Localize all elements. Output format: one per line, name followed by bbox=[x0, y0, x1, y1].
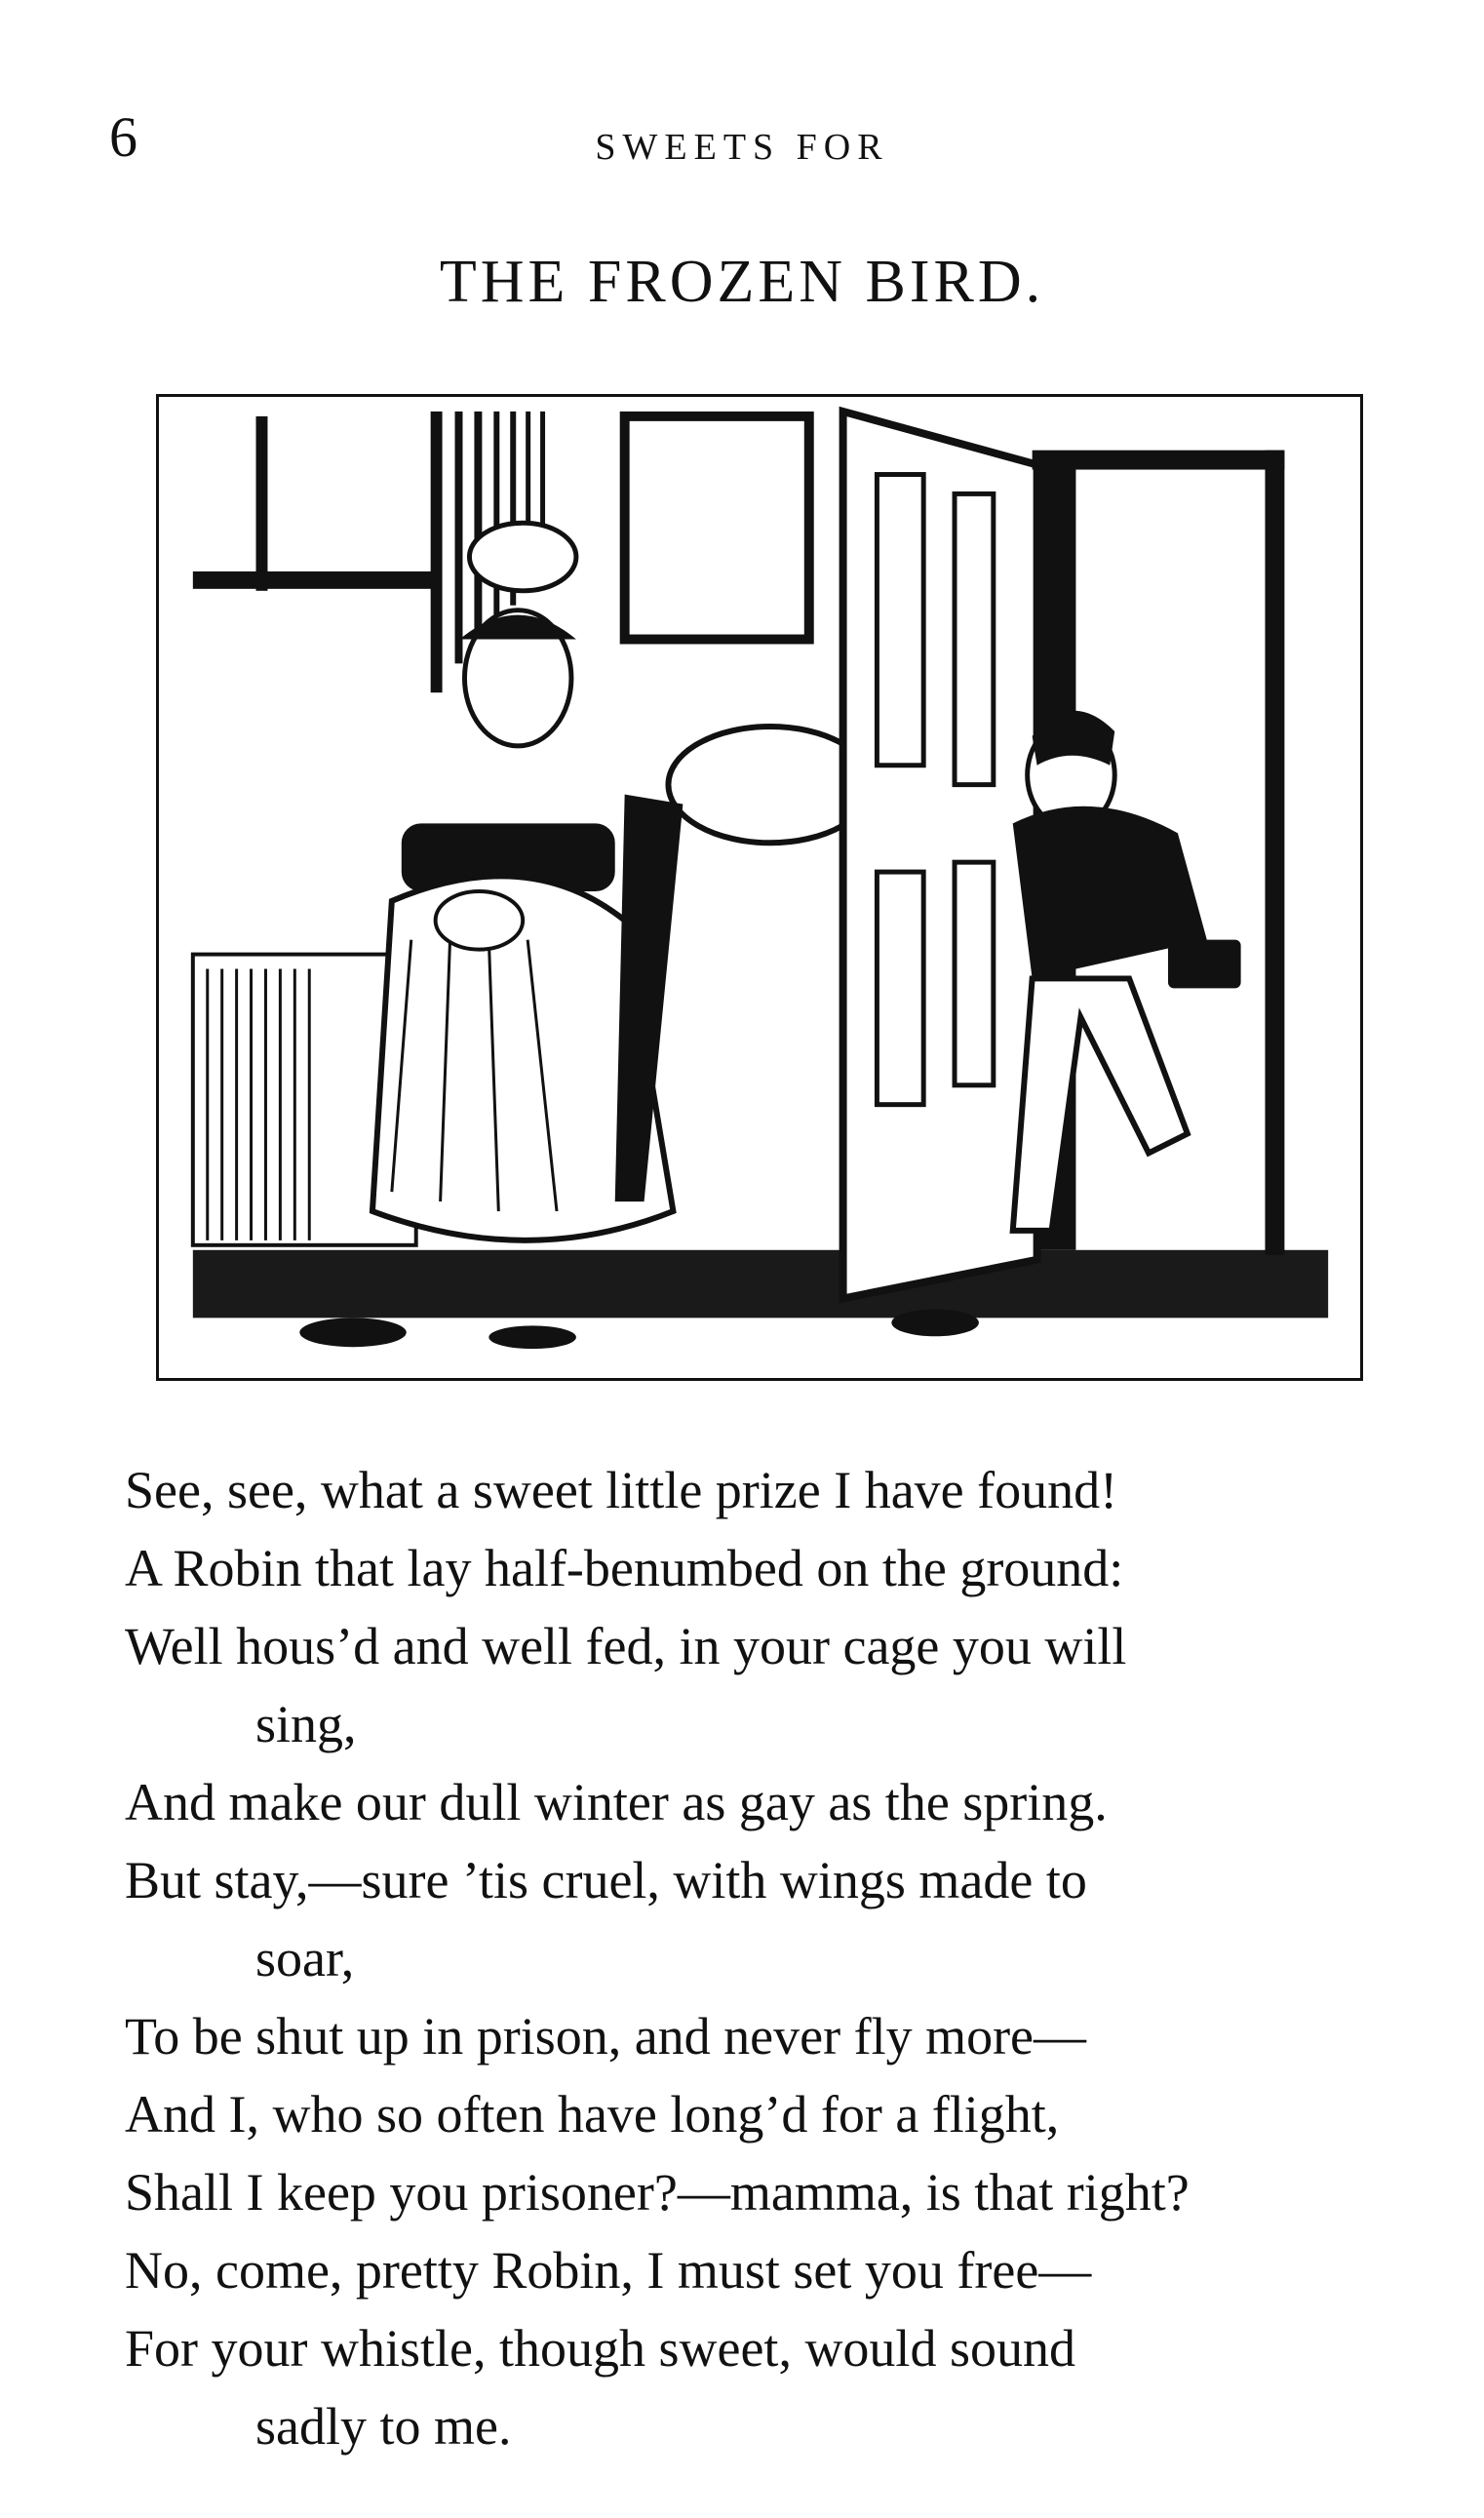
poem-line: No, come, pretty Robin, I must set you free— bbox=[125, 2241, 1092, 2300]
poem-line-continuation: soar, bbox=[255, 1929, 355, 1987]
illustration bbox=[156, 394, 1363, 1381]
wainscot-lines bbox=[208, 969, 309, 1240]
poem-line: A Robin that lay half-benumbed on the ground: bbox=[125, 1539, 1124, 1597]
woodcut-illustration bbox=[159, 397, 1360, 1378]
poem-line-continuation: sing, bbox=[255, 1695, 357, 1753]
poem-line: But stay,—sure ’tis cruel, with wings made to bbox=[125, 1851, 1087, 1909]
poem-line: Well hous’d and well fed, in your cage you will bbox=[125, 1617, 1127, 1675]
running-head: SWEETS FOR bbox=[595, 127, 889, 168]
page-number: 6 bbox=[109, 105, 137, 169]
poem-line: Shall I keep you prisoner?—mamma, is that right? bbox=[125, 2163, 1190, 2222]
running-boy bbox=[1013, 711, 1241, 1231]
poem-line: For your whistle, though sweet, would sound bbox=[125, 2319, 1075, 2378]
floor-mark bbox=[299, 1318, 406, 1347]
window-frame bbox=[256, 416, 268, 591]
poem-body bbox=[125, 1451, 1412, 2465]
poem-line: And I, who so often have long’d for a flight, bbox=[125, 2085, 1060, 2144]
poem-line: To be shut up in prison, and never fly more— bbox=[125, 2007, 1087, 2066]
poem-line: See, see, what a sweet little prize I have found! bbox=[125, 1461, 1118, 1519]
floor-mark bbox=[488, 1325, 576, 1349]
window-sill bbox=[193, 571, 436, 589]
wall-frame bbox=[625, 416, 809, 640]
chair bbox=[615, 795, 683, 1202]
poem-line-continuation: sadly to me. bbox=[255, 2397, 512, 2456]
floor bbox=[193, 1250, 1328, 1318]
floor-mark bbox=[891, 1309, 979, 1336]
poem-title: THE FROZEN BIRD. bbox=[439, 249, 1045, 315]
poem-line: And make our dull winter as gay as the spring. bbox=[125, 1773, 1108, 1831]
